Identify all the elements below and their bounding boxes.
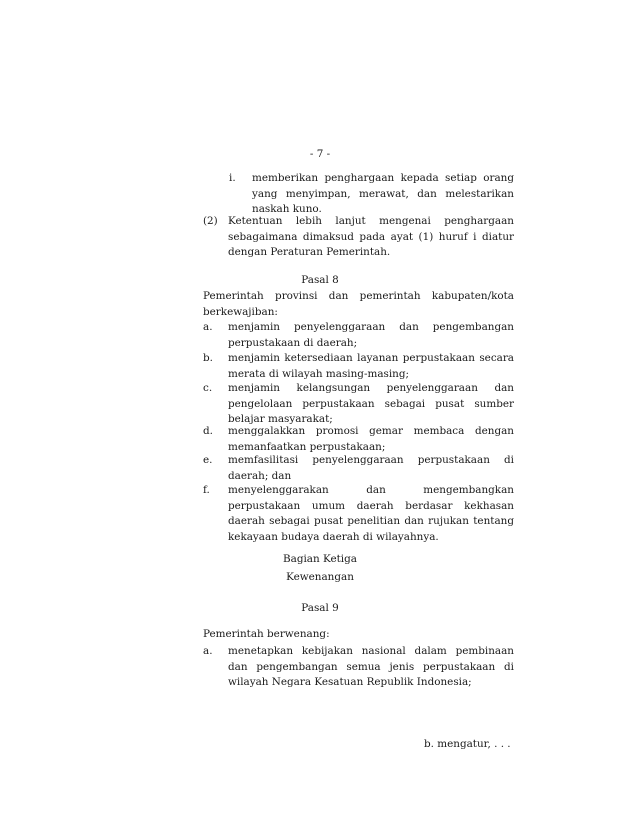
list-item-line: perpustakaan di daerah;	[228, 336, 358, 349]
list-item-c	[203, 381, 514, 428]
list-item-line: memfasilitasi penyelenggaraan perpustakaan di	[228, 454, 514, 466]
paragraph-line: dengan Peraturan Pemerintah.	[228, 246, 391, 258]
list-item-line: perpustakaan umum daerah berdasar kekhasan	[228, 499, 514, 512]
list-item-a-pasal-9	[203, 644, 514, 691]
list-item-f	[203, 483, 514, 545]
list-item-label: b.	[203, 352, 213, 364]
list-item-label: c.	[203, 382, 213, 394]
list-item-line: naskah kuno.	[252, 203, 322, 215]
page-number: - 7 -	[309, 148, 331, 160]
pasal-8-heading: Pasal 8	[301, 274, 339, 286]
list-item-e	[203, 453, 514, 484]
list-item-label: f.	[203, 484, 210, 496]
list-item-label: i.	[229, 172, 236, 184]
pasal-9-intro: Pemerintah berwenang:	[203, 628, 330, 640]
list-item-line: belajar masyarakat;	[228, 413, 333, 425]
pasal-8-intro	[203, 289, 514, 320]
bagian-subtitle: Kewenangan	[286, 571, 354, 583]
list-item-line: yang menyimpan, merawat, dan melestarikan	[252, 187, 514, 200]
list-item-label: d.	[203, 425, 213, 437]
list-item-label: e.	[203, 454, 213, 466]
list-item-line: dan pengembangan semua jenis perpustakaan di	[228, 660, 514, 673]
list-item-i	[229, 171, 514, 218]
list-item-line: menjamin penyelenggaraan dan pengembangan	[228, 321, 514, 333]
list-item-line: kekayaan budaya daerah di wilayahnya.	[228, 530, 439, 543]
intro-line: berkewajiban:	[203, 305, 278, 318]
list-item-line: menyelenggarakan dan mengembangkan	[228, 484, 514, 496]
bagian-title: Bagian Ketiga	[283, 553, 357, 565]
list-item-line: memanfaatkan perpustakaan;	[228, 440, 386, 453]
list-item-line: wilayah Negara Kesatuan Republik Indonesia;	[228, 676, 472, 688]
list-item-d	[203, 424, 514, 455]
list-item-line: merata di wilayah masing-masing;	[228, 367, 410, 380]
list-item-line: pengelolaan perpustakaan sebagai pusat sumber	[228, 397, 514, 410]
list-item-b	[203, 351, 514, 382]
list-item-line: daerah sebagai pusat penelitian dan rujukan tentang	[228, 515, 514, 527]
paragraph-label: (2)	[203, 215, 218, 227]
intro-line: Pemerintah provinsi dan pemerintah kabupaten/kota	[203, 290, 514, 302]
list-item-label: a.	[203, 321, 213, 333]
list-item-label: a.	[203, 645, 213, 657]
continuation-marker: b. mengatur, . . .	[424, 738, 511, 750]
list-item-line: menjamin ketersediaan layanan perpustakaan secara	[228, 352, 514, 364]
paragraph-2	[203, 214, 514, 261]
paragraph-line: sebagaimana dimaksud pada ayat (1) huruf i diatur	[228, 230, 514, 243]
list-item-a	[203, 320, 514, 351]
list-item-line: menggalakkan promosi gemar membaca dengan	[228, 425, 514, 437]
list-item-line: memberikan penghargaan kepada setiap orang	[252, 172, 514, 184]
pasal-9-heading: Pasal 9	[301, 602, 339, 614]
paragraph-line: Ketentuan lebih lanjut mengenai penghargaan	[228, 215, 514, 227]
list-item-line: daerah; dan	[228, 469, 292, 482]
list-item-line: menjamin kelangsungan penyelenggaraan dan	[228, 382, 514, 394]
list-item-line: menetapkan kebijakan nasional dalam pembinaan	[228, 645, 514, 657]
